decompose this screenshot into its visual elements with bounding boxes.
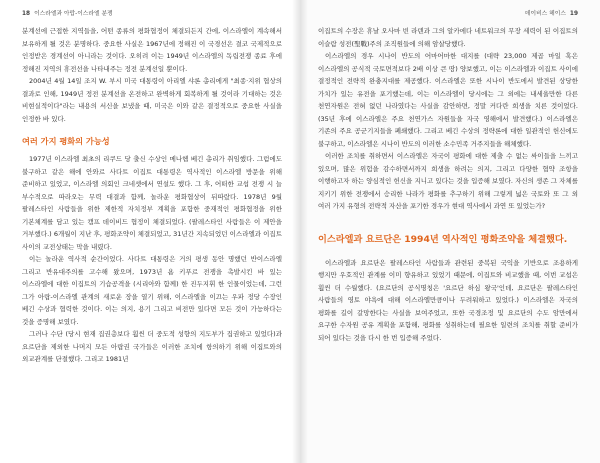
right-running-head-title: 데이비스 헤이스 [524,11,566,17]
left-section-title: 여러 가지 평화의 가능성 [22,136,110,146]
left-paragraph-3: 1977년 이스라엘 최초의 리쿠드 당 출신 수상인 메나헴 베긴 총리가 취임했다. 그럼에도 불구하고 같은 해에 안와르 사다트 이집트 대통령은 역사적인 이스라엘 방문을 위해 준비하고 있었고, 이스라엘 의회인 크네셋에서 연설도 했다. 그 후, 어떠한 교섭 전쟁 시 늘 부수적으로 따라오는 무력 대결과 함께, 놀라운 평화협상이 뒤따랐다. 1978년 9월 팔레스타인 사람들을 위한 제한적 자치정부 계획을 포함한 중재적인 평화협정을 위한 기본체계를 담고 있는 캠프 데이비드 협정이 체결되었다. (팔레스타인 사람들은 이 제안을 거부했다.) 6개월이 지난 후, 평화조약이 체결되었고, 31년간 지속되었던 이스라엘과 이집트 사이의 교전상태는 막을 내렸다. [22,155,282,251]
right-paragraph-2: 이스라엘의 경우 시나이 반도의 어마어마한 대지를 (대략 23,000 제곱 마일 혹은 이스라엘의 공식적 국토면적보다 2배 이상 큰 땅) 양보했고, 이는 이스라엘과 이집트 사이에 결정적인 전략적 완충지대를 제공했다. 이스라엘은 또한 시나이 반도에서 발견된 상당한 가치가 있는 유전을 포기했는데, 이는 이스라엘이 당시에는 그 외에는 내세울만한 다른 천연자원은 전혀 없던 나라였다는 사실을 감안하면, 정말 커다란 희생을 치른 것이었다. (35년 후에 이스라엘은 주요 천연가스 자원들을 자국 영해에서 발견했다.) 이스라엘은 기존의 주요 공군기지들을 폐쇄했다. 그리고 베긴 수상의 정략론에 대한 일관적인 헌신에도 불구하고, 이스라엘은 시나이 반도의 이러한 소수민족 거주지들을 해체했다. [318,52,578,148]
right-body-text [318,25,578,344]
left-paragraph-2: 2004년 4월 14일 조지 W. 부시 미국 대통령이 아리엘 샤론 총리에게 "최종·지위 협상의 결과로 인해, 1949년 정전 분계선을 온전하고 완벽하게 회복하게 될 것이라 기대하는 것은 비현실적이다"라는 내용의 서신을 보냈을 때, 미국은 이와 같은 결정적으로 중요한 사실을 인정한 바 있다. [22,77,282,123]
left-running-head [22,9,282,19]
right-paragraph-1: 이집트의 수장은 휴날 오사마 빈 라덴과 그의 알카에다 네트워크의 무장 세력이 된 이집트의 이슬람 성전(聖戰)주의 조직원들에 의해 암살당했다. [318,27,578,48]
right-section-title: 이스라엘과 요르단은 1994년 역사적인 평화조약을 체결했다. [318,233,568,245]
left-paragraph-1: 분계선에 근접한 지역들을, 어떤 종류의 평화협정이 체결되든지 간에, 이스라엘이 계속해서 보유하게 될 것은 분명하다. 중요한 사실은 1967년에 정해진 이 국경선은 결코 국제적으로 인정받은 경계선이 아니라는 것이다. 오히려 이는 1949년 이스라엘의 독립전쟁 종료 후에 정해진 지역의 휴전선을 나타내주는 정전 분계선일 뿐이다. [22,27,282,73]
right-paragraph-3: 이러한 조치를 취하면서 이스라엘은 자국이 평화에 대한 제출 수 없는 싸이들을 느끼고 있으며, 많은 위험을 감수하면서까지 희생을 하려는 의지, 그리고 다양한 협약 조항을 이행하고자 하는 양심적인 헌신을 지니고 있다는 것을 입증해 보였다. 자신의 생존 그 자체를 지키기 위한 전쟁에서 승리한 나라가 평화를 추구하기 위해 그렇게 넓은 국토와 또 그 외 여러 가지 유형의 전략적 자산을 포기한 경우가 현대 역사에서 과연 또 있었는가? [318,152,578,210]
left-body-text [22,25,282,366]
left-paragraph-4: 이는 놀라운 역사적 순간이었다. 사다트 대통령은 거의 평생 동안 명했던 반이스라엘 그리고 반유대주의를 고수해 왔으며, 1973년 욤 키푸르 전쟁을 촉발시킨 바 있는 이스라엘에 대한 이집트의 기습공격을 (시리아와 함께) 한 진두지휘 한 인물이었는데, 그런 그가 아랍-이스라엘 관계의 새로운 장을 열기 위해, 이스라엘을 이끄는 우파 정당 수장인 베긴 수상과 협력한 것이다. 이는 의지, 용기 그리고 비전만 있다면 모든 것이 가능하다는 것을 증명해 보였다. [22,255,282,326]
right-paragraph-4: 이스라엘과 요르단은 팔레스타인 사람들과 관련된 중복된 국익을 기반으로 조용하게 행지만 우호적인 관계를 이미 향유하고 있었기 때문에, 이집트와 비교했을 때, 이번 교섭은 훨씬 더 수월했다. (요르단의 공식명칭은 '요르단 하심 왕국'인데, 요르단은 팔레스타인 사람들의 영토 야욕에 대해 이스라엘만큼이나 두려워하고 있었다.) 이스라엘은 자국의 평화를 길이 갈망한다는 사실을 보여주었고, 또한 국경조정 및 요르단의 수도 암만에서 요구한 수자원 공유 계획을 포함해, 평화를 성취하는데 필요한 일련의 조치를 취할 준비가 되어 있다는 것을 다시 한 번 입증해 주었다. [318,258,578,342]
left-page-number: 18 [22,11,31,17]
left-running-head-title: 이스라엘과 아랍-이스라엘 분쟁 [34,11,113,17]
left-paragraph-5: 그러나 수단 (당시 현재 집권층보다 훨씬 더 중도적 성향의 지도부가 집권하고 있었다)과 요르단을 제외한 나머지 모든 아랍권 국가들은 이러한 조치에 항의하기 위해 이집트와의 외교관계를 단절했다. 그리고 1981년 [22,330,282,363]
book-gutter-shadow [292,0,308,463]
right-running-head [318,9,578,19]
right-page-number: 19 [569,11,578,17]
right-page [300,0,600,463]
